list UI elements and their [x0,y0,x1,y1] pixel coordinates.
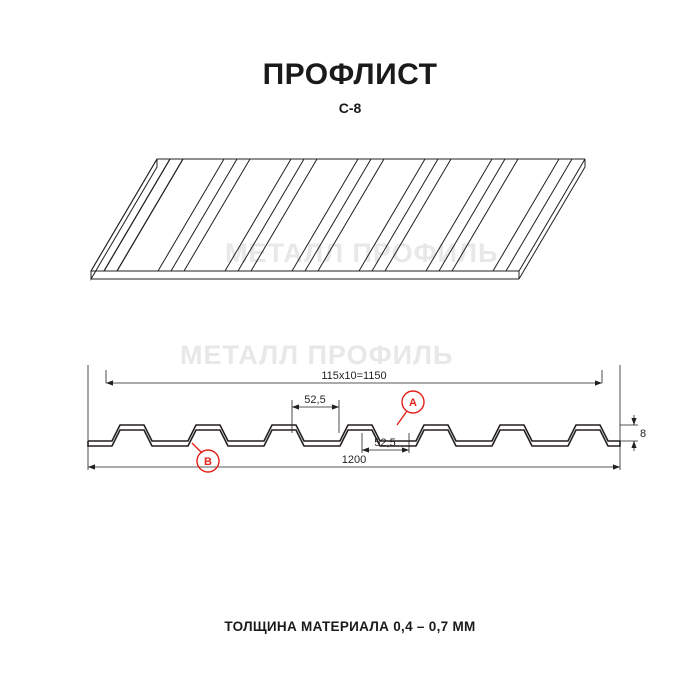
dim-working-width: 115х10=1150 [321,370,387,382]
callout-a [397,391,424,425]
callout-b-label: B [204,456,212,468]
page-title: ПРОФЛИСТ [262,58,438,91]
watermark-text-2: МЕТАЛЛ ПРОФИЛЬ [180,340,454,370]
model-label: С-8 [338,100,362,116]
dim-pitch-top: 52,5 [304,394,326,406]
dim-pitch-bottom: 52,5 [374,437,396,449]
callout-b [192,443,219,472]
isometric-view [60,140,640,315]
dim-height: 8 [640,428,647,440]
cross-section-view [60,355,660,495]
dim-total-width: 1200 [341,454,367,466]
callout-a-label: A [409,397,417,409]
thickness-note: ТОЛЩИНА МАТЕРИАЛА 0,4 – 0,7 ММ [224,619,476,634]
watermark-text-1: МЕТАЛЛ ПРОФИЛЬ [225,238,499,268]
